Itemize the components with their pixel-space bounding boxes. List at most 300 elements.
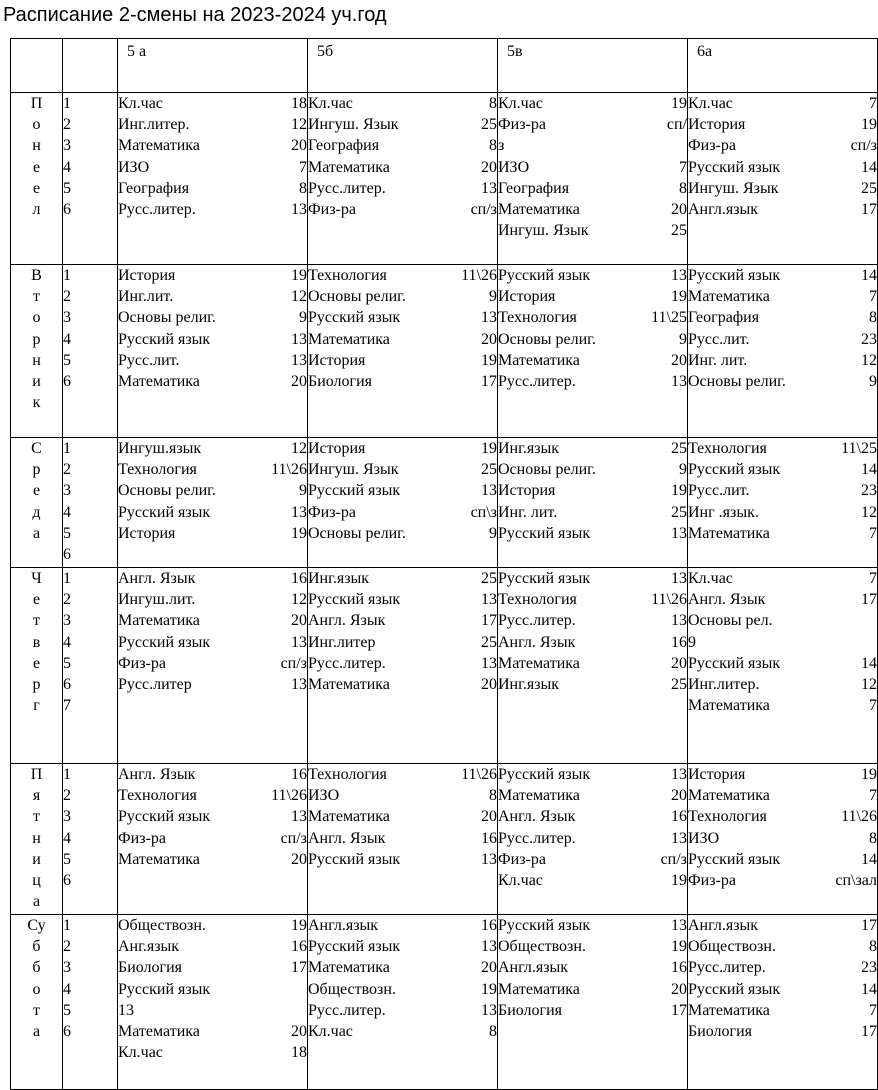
lesson-entry	[308, 632, 497, 653]
subject-name: Англ. Язык	[118, 766, 196, 783]
room-number: 9	[679, 330, 687, 348]
subject-name: Математика	[118, 373, 200, 391]
subject-name: Математика	[498, 654, 580, 672]
period-number: 7	[63, 697, 71, 715]
subject-name: Русский язык	[498, 570, 591, 587]
period-number: 5	[63, 351, 71, 369]
lesson-entry	[498, 764, 687, 785]
subject-name: Математика	[688, 787, 770, 805]
subject-name: Русский язык	[498, 766, 591, 783]
room-number: 13	[671, 267, 687, 284]
lesson-entry	[688, 653, 877, 674]
period-number: 6	[63, 676, 71, 694]
subject-name: Русский язык	[688, 158, 781, 176]
lesson-entry	[308, 371, 497, 392]
period-numbers-cell	[63, 915, 118, 1090]
subject-name: Русский язык	[688, 654, 781, 672]
lesson-entry	[498, 135, 687, 156]
subject-name: Русский язык	[308, 850, 401, 868]
lesson-entry	[498, 199, 687, 220]
period-number: 1	[63, 267, 71, 284]
day-letter: н	[32, 829, 41, 847]
room-number: 13	[291, 330, 307, 348]
lesson-entry	[308, 1000, 497, 1021]
lesson-cell	[118, 915, 308, 1090]
subject-name: Англ. Язык	[498, 808, 576, 826]
subject-name: Русский язык	[308, 482, 401, 500]
lesson-entry	[308, 957, 497, 978]
header-num-cell	[63, 39, 118, 93]
lesson-cell	[688, 438, 878, 568]
subject-name: География	[498, 179, 570, 197]
lesson-entry	[688, 915, 877, 936]
day-row	[11, 93, 878, 265]
lesson-entry	[118, 523, 307, 544]
subject-name: Русский язык	[498, 917, 591, 934]
subject-name: Биология	[118, 959, 183, 977]
room-number: 12	[291, 591, 307, 609]
room-number: 17	[861, 201, 877, 219]
subject-name: Технология	[118, 461, 197, 479]
room-number: 7	[869, 570, 877, 587]
lesson-entry	[498, 480, 687, 501]
subject-name: Математика	[498, 201, 580, 219]
room-number: 25	[481, 116, 497, 134]
room-number: 13	[481, 654, 497, 672]
lesson-entry	[308, 979, 497, 1000]
lesson-entry	[498, 286, 687, 307]
subject-name: Физ-ра	[498, 116, 546, 134]
subject-name: Русский язык	[688, 850, 781, 868]
room-number: 19	[481, 980, 497, 998]
lesson-entry	[118, 459, 307, 480]
lesson-entry	[118, 806, 307, 827]
room-number: 20	[481, 158, 497, 176]
room-number: 12	[291, 116, 307, 134]
subject-name: Основы религ.	[308, 288, 406, 306]
room-number: 7	[869, 95, 877, 112]
room-number: 7	[869, 288, 877, 306]
lesson-entry	[498, 114, 687, 135]
lesson-entry	[118, 114, 307, 135]
period-number: 4	[63, 633, 71, 651]
lesson-entry	[498, 632, 687, 653]
lesson-entry	[498, 568, 687, 589]
lesson-entry	[118, 350, 307, 371]
lesson-cell	[118, 93, 308, 265]
day-letter: о	[32, 980, 41, 998]
subject-name: Русский язык	[498, 524, 591, 542]
subject-name: Математика	[308, 330, 390, 348]
lesson-entry	[498, 915, 687, 936]
subject-name: История	[308, 351, 366, 369]
period-number: 1	[63, 440, 71, 457]
room-number: 19	[481, 440, 497, 457]
lesson-entry	[308, 764, 497, 785]
room-number: 11\26	[271, 461, 307, 479]
room-number: 14	[861, 158, 877, 176]
subject-name: з	[498, 137, 505, 155]
day-letter: е	[32, 591, 41, 609]
subject-name: Ингуш.лит.	[118, 591, 196, 609]
lesson-entry	[308, 936, 497, 957]
class-header: 5б	[308, 39, 498, 93]
subject-name: Математика	[308, 676, 390, 694]
lesson-entry	[688, 785, 877, 806]
lesson-entry	[308, 568, 497, 589]
subject-name: Основы религ.	[118, 482, 216, 500]
subject-name: Математика	[118, 612, 200, 630]
day-letter: Су	[27, 917, 46, 934]
subject-name: Математика	[498, 980, 580, 998]
lesson-entry	[498, 307, 687, 328]
subject-name: Русский язык	[688, 267, 781, 284]
room-number: сп\з	[470, 503, 497, 521]
subject-name: Технология	[498, 309, 577, 327]
room-number: 19	[861, 116, 877, 134]
subject-name: Русский язык	[118, 633, 211, 651]
room-number: 20	[671, 351, 687, 369]
lesson-entry	[498, 220, 687, 241]
lesson-entry	[118, 93, 307, 114]
room-number: 7	[869, 524, 877, 542]
room-number: 20	[291, 850, 307, 868]
room-number: 7	[679, 158, 687, 176]
room-number: 8	[489, 95, 497, 112]
room-number: 14	[861, 980, 877, 998]
day-letter: т	[33, 288, 40, 306]
lesson-entry	[308, 828, 497, 849]
lesson-entry	[688, 828, 877, 849]
lesson-entry	[688, 307, 877, 328]
period-number: 2	[63, 461, 71, 479]
room-number: 9	[489, 524, 497, 542]
subject-name: Ингуш. Язык	[498, 222, 589, 240]
subject-name: Физ-ра	[498, 850, 546, 868]
period-number: 1	[63, 95, 71, 112]
subject-name: Англ. Язык	[308, 829, 386, 847]
room-number: 13	[481, 179, 497, 197]
subject-name: География	[308, 137, 380, 155]
room-number: 8	[489, 787, 497, 805]
lesson-entry	[688, 695, 877, 716]
room-number: 7	[299, 158, 307, 176]
room-number: 12	[861, 503, 877, 521]
period-numbers-cell	[63, 265, 118, 438]
subject-name: Англ. Язык	[308, 612, 386, 630]
room-number: 13	[671, 829, 687, 847]
subject-name: Англ. Язык	[118, 570, 196, 587]
subject-name: Русский язык	[498, 267, 591, 284]
room-number: 9	[869, 373, 877, 391]
room-number: сп/з	[850, 137, 877, 155]
day-row	[11, 265, 878, 438]
room-number: 25	[671, 222, 687, 240]
day-name-cell	[11, 438, 63, 568]
subject-name: ИЗО	[118, 158, 150, 176]
period-number: 2	[63, 787, 71, 805]
lesson-cell	[498, 438, 688, 568]
lesson-entry	[498, 849, 687, 870]
lesson-entry	[118, 632, 307, 653]
lesson-entry	[308, 157, 497, 178]
lesson-entry	[688, 502, 877, 523]
subject-name: Англ. Язык	[688, 591, 766, 609]
day-letter: е	[32, 482, 41, 500]
period-number: 5	[63, 524, 71, 542]
lesson-entry	[118, 610, 307, 631]
period-number: 6	[63, 201, 71, 219]
subject-name: Кл.час	[118, 1044, 163, 1062]
room-number: 16	[291, 570, 307, 587]
subject-name: Кл.час	[118, 95, 163, 112]
subject-name: Основы религ.	[118, 309, 216, 327]
period-number: 4	[63, 330, 71, 348]
room-number: 19	[291, 917, 307, 934]
lesson-entry	[308, 849, 497, 870]
lesson-entry	[498, 329, 687, 350]
room-number: 9	[679, 461, 687, 479]
day-letter: С	[31, 440, 42, 457]
period-number: 2	[63, 116, 71, 134]
subject-name: Технология	[688, 808, 767, 826]
period-numbers-cell	[63, 764, 118, 915]
lesson-entry	[308, 480, 497, 501]
subject-name: Физ-ра	[308, 201, 356, 219]
room-number: 20	[671, 980, 687, 998]
room-number: 13	[291, 633, 307, 651]
subject-name: Англ.язык	[308, 917, 379, 934]
lesson-cell	[308, 438, 498, 568]
day-name-cell	[11, 265, 63, 438]
lesson-entry	[118, 1042, 307, 1063]
subject-name: Математика	[688, 1001, 770, 1019]
subject-name: Основы религ.	[688, 373, 786, 391]
room-number: 17	[861, 917, 877, 934]
lesson-entry	[118, 438, 307, 459]
lesson-entry	[118, 828, 307, 849]
room-number: 13	[481, 482, 497, 500]
subject-name: Инг.литер.	[688, 676, 760, 694]
lesson-cell	[688, 915, 878, 1090]
subject-name: Русс.литер.	[308, 179, 386, 197]
room-number: 13	[481, 591, 497, 609]
subject-name: Анг.язык	[118, 938, 180, 956]
lesson-entry	[308, 178, 497, 199]
period-number: 2	[63, 591, 71, 609]
room-number: 16	[291, 766, 307, 783]
room-number: 14	[861, 654, 877, 672]
room-number: 13	[671, 917, 687, 934]
room-number: 19	[291, 267, 307, 284]
subject-name: Русс.литер.	[308, 1001, 386, 1019]
room-number: 17	[481, 612, 497, 630]
subject-name: Математика	[498, 351, 580, 369]
lesson-entry	[688, 480, 877, 501]
subject-name: Физ-ра	[308, 503, 356, 521]
lesson-entry	[118, 286, 307, 307]
day-letter: а	[32, 524, 41, 542]
lesson-entry	[498, 785, 687, 806]
lesson-entry	[498, 979, 687, 1000]
subject-name: Ингуш. Язык	[688, 179, 779, 197]
day-letter: и	[32, 373, 41, 391]
period-number: 6	[63, 373, 71, 391]
room-number: 13	[291, 808, 307, 826]
lesson-entry	[498, 438, 687, 459]
day-row	[11, 568, 878, 764]
room-number: 20	[671, 654, 687, 672]
room-number: 20	[291, 137, 307, 155]
room-number: 13	[291, 676, 307, 694]
subject-name: Англ.язык	[498, 959, 569, 977]
subject-name: Русс.литер.	[308, 654, 386, 672]
day-letter: ц	[32, 872, 41, 890]
lesson-entry	[498, 1000, 687, 1021]
lesson-entry	[118, 135, 307, 156]
lesson-entry	[308, 307, 497, 328]
room-number: 17	[861, 591, 877, 609]
room-number: 13	[291, 503, 307, 521]
period-number: 2	[63, 938, 71, 956]
period-numbers-cell	[63, 93, 118, 265]
day-name-cell	[11, 93, 63, 265]
lesson-entry	[498, 589, 687, 610]
day-letter: в	[32, 633, 41, 651]
room-number: 11\25	[651, 309, 687, 327]
lesson-entry	[498, 265, 687, 286]
lesson-entry	[688, 135, 877, 156]
period-number: 4	[63, 503, 71, 521]
room-number: 8	[869, 938, 877, 956]
lesson-entry	[498, 93, 687, 114]
room-number: 9	[299, 482, 307, 500]
subject-name: Кл.час	[308, 95, 353, 112]
day-letter: л	[32, 201, 41, 219]
room-number: 25	[481, 633, 497, 651]
lesson-entry	[308, 785, 497, 806]
room-number: 16	[291, 938, 307, 956]
period-number: 4	[63, 829, 71, 847]
room-number: 20	[671, 787, 687, 805]
lesson-entry	[118, 1021, 307, 1042]
room-number: 23	[861, 330, 877, 348]
day-letter: т	[33, 808, 40, 826]
day-letter: г	[33, 697, 40, 715]
room-number: 12	[861, 351, 877, 369]
subject-name: Инг.язык	[498, 676, 560, 694]
room-number: 14	[861, 267, 877, 284]
period-number: 4	[63, 158, 71, 176]
lesson-entry	[688, 1000, 877, 1021]
subject-name: Обществозн.	[498, 938, 586, 956]
room-number: 19	[671, 482, 687, 500]
room-number: 8	[489, 1023, 497, 1041]
room-number: 20	[291, 373, 307, 391]
day-letter: к	[32, 394, 41, 412]
room-number: 13	[291, 201, 307, 219]
room-number: сп/з	[660, 850, 687, 868]
period-number: 5	[63, 654, 71, 672]
subject-name: Русский язык	[118, 330, 211, 348]
room-number: 11\26	[651, 591, 687, 609]
room-number: 17	[291, 959, 307, 977]
room-number: 20	[481, 330, 497, 348]
lesson-entry	[118, 199, 307, 220]
room-number: 20	[481, 808, 497, 826]
lesson-entry	[498, 157, 687, 178]
subject-name: Основы рел.	[688, 612, 773, 630]
day-letter: т	[33, 612, 40, 630]
day-letter: П	[30, 95, 43, 112]
subject-name: Основы религ.	[498, 461, 596, 479]
lesson-entry	[308, 93, 497, 114]
period-number: 3	[63, 482, 71, 500]
room-number: 16	[671, 633, 687, 651]
lesson-cell	[308, 764, 498, 915]
subject-name: Инг.литер	[308, 633, 376, 651]
lesson-cell	[688, 764, 878, 915]
period-number: 3	[63, 309, 71, 327]
room-number: 19	[861, 766, 877, 783]
room-number: 16	[481, 829, 497, 847]
lesson-entry	[688, 286, 877, 307]
room-number: 13	[671, 373, 687, 391]
room-number: 25	[671, 503, 687, 521]
lesson-entry	[498, 957, 687, 978]
lesson-entry	[498, 674, 687, 695]
subject-name: Основы религ.	[498, 330, 596, 348]
room-number: 16	[481, 917, 497, 934]
period-number: 5	[63, 850, 71, 868]
lesson-cell	[308, 265, 498, 438]
room-number: 14	[861, 850, 877, 868]
period-number: 3	[63, 612, 71, 630]
room-number: 13	[481, 850, 497, 868]
lesson-entry	[688, 979, 877, 1000]
lesson-entry	[308, 135, 497, 156]
lesson-entry	[308, 674, 497, 695]
room-number: 12	[291, 440, 307, 457]
room-number: 13	[671, 524, 687, 542]
period-number: 6	[63, 872, 71, 890]
lesson-entry	[118, 849, 307, 870]
room-number: 8	[679, 179, 687, 197]
subject-name: Математика	[308, 808, 390, 826]
lesson-entry	[498, 502, 687, 523]
room-number: 18	[291, 1044, 307, 1062]
period-number: 2	[63, 288, 71, 306]
day-letter: я	[32, 787, 41, 805]
lesson-entry	[118, 936, 307, 957]
lesson-entry	[308, 329, 497, 350]
lesson-cell	[118, 265, 308, 438]
lesson-entry	[688, 265, 877, 286]
day-letter: р	[32, 461, 41, 479]
lesson-entry	[688, 764, 877, 785]
room-number: 13	[671, 612, 687, 630]
subject-name: Инг.лит.	[118, 288, 174, 306]
subject-name: Русский язык	[308, 591, 401, 609]
room-number: 20	[481, 676, 497, 694]
room-number: 20	[671, 201, 687, 219]
subject-name: Инг. лит.	[688, 351, 748, 369]
subject-name: Англ.язык	[688, 201, 759, 219]
lesson-entry	[308, 589, 497, 610]
room-number: 18	[291, 95, 307, 112]
period-number: 3	[63, 959, 71, 977]
lesson-entry	[688, 157, 877, 178]
